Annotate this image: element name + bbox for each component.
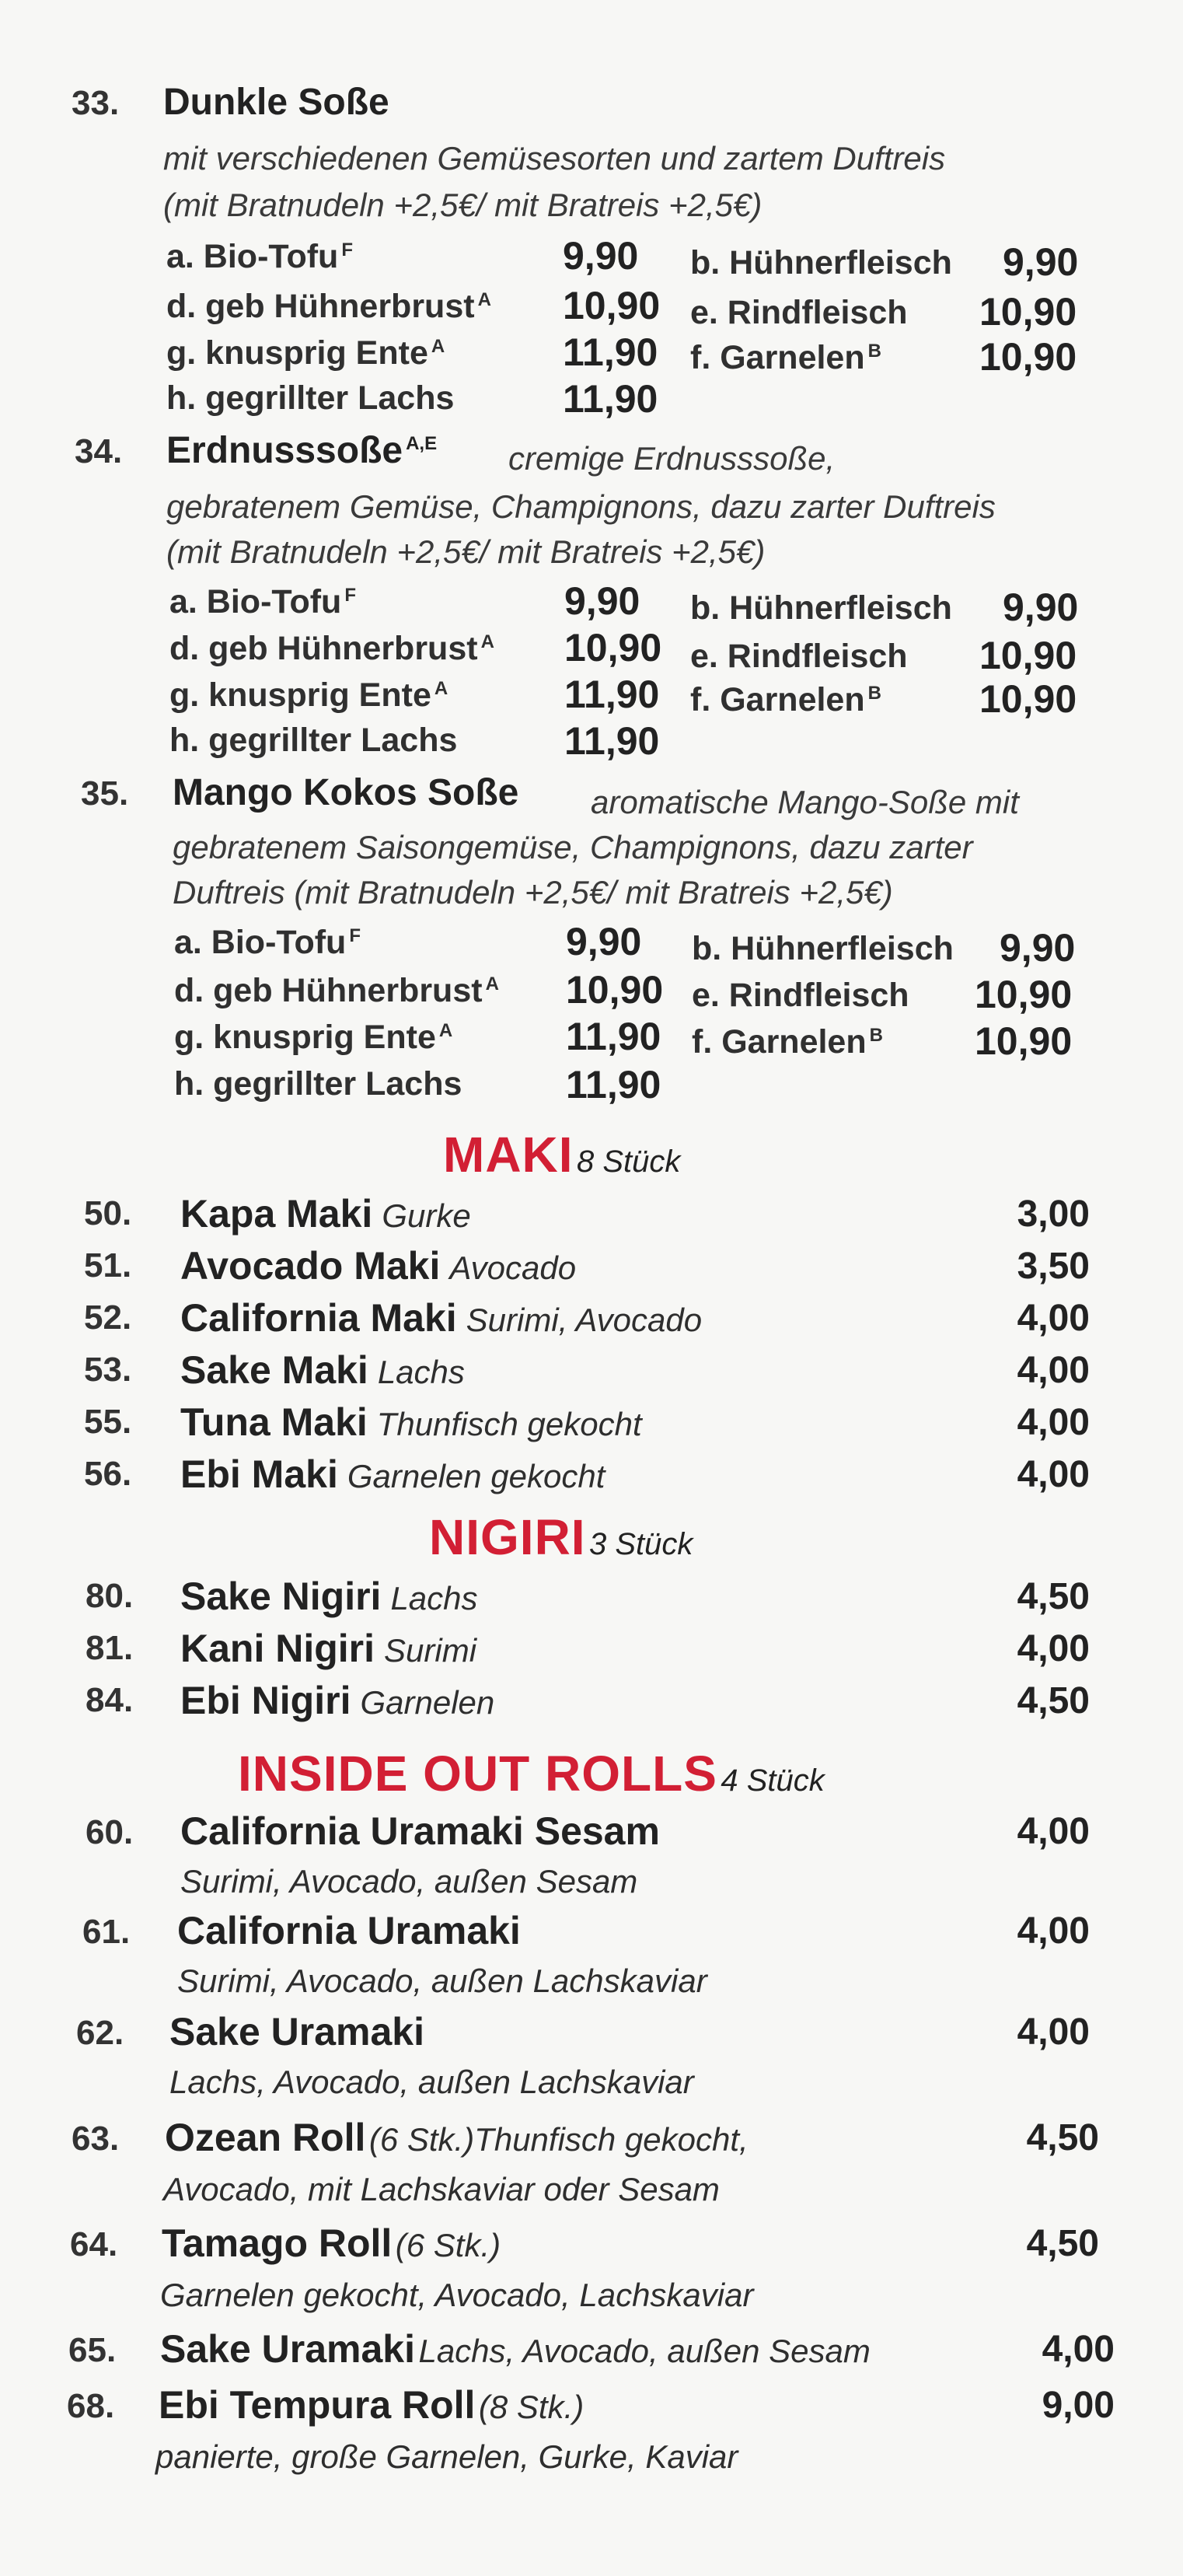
item-price: 4,00 <box>1017 1811 1090 1852</box>
item-description: mit verschiedenen Gemüsesorten und zartem Duftreis <box>163 140 946 177</box>
option-label: e. Rindfleisch <box>690 294 908 331</box>
option-label: b. Hühnerfleisch <box>692 930 954 967</box>
option-price: 9,90 <box>564 579 640 623</box>
option-price: 11,90 <box>564 673 660 716</box>
item-name: Ebi Tempura Roll <box>159 2383 476 2427</box>
item-number: 60. <box>85 1813 134 1851</box>
section-title: MAKI <box>443 1127 574 1183</box>
item-name-line <box>180 1243 576 1288</box>
option-price: 10,90 <box>563 284 661 327</box>
option-label: b. Hühnerfleisch <box>690 244 952 281</box>
item-description: (mit Bratnudeln +2,5€/ mit Bratreis +2,5€) <box>166 533 766 570</box>
item-name: Ozean Roll <box>165 2116 366 2159</box>
item-name-line <box>160 2326 871 2372</box>
item-inline-desc: (6 Stk.) <box>395 2227 501 2263</box>
item-description: Gurke <box>382 1197 471 1234</box>
item-number: 80. <box>85 1577 134 1615</box>
item-name: Mango Kokos Soße <box>173 772 519 813</box>
section-heading <box>443 1126 680 1183</box>
item-price: 4,50 <box>1017 1680 1090 1721</box>
item-name: Ebi Nigiri <box>180 1679 351 1722</box>
option-price: 10,90 <box>564 626 662 669</box>
option-label: d. geb Hühnerbrust $^A$ <box>169 630 494 667</box>
item-name: Sake Maki <box>180 1348 368 1392</box>
option-price: 11,90 <box>566 1063 661 1106</box>
item-name: Sake Uramaki <box>169 2010 425 2053</box>
item-name-line <box>180 1347 465 1393</box>
option-price: 11,90 <box>563 330 658 374</box>
option-label: a. Bio-Tofu $^F$ <box>166 238 353 275</box>
item-description: aromatische Mango-Soße mit <box>591 784 1019 820</box>
item-name: Tamago Roll <box>162 2221 393 2265</box>
option-price: 10,90 <box>979 634 1077 677</box>
item-description: Duftreis (mit Bratnudeln +2,5€/ mit Bratreis +2,5€) <box>173 874 893 911</box>
section-title: INSIDE OUT ROLLS <box>238 1746 717 1802</box>
section-subtitle: 8 Stück <box>576 1145 681 1179</box>
item-name-line <box>180 1295 702 1340</box>
option-price: 11,90 <box>563 377 658 421</box>
item-description: Lachs <box>390 1580 478 1617</box>
item-description: Garnelen gekocht, Avocado, Lachskaviar <box>160 2277 754 2313</box>
option-label: d. geb Hühnerbrust $^A$ <box>174 972 499 1009</box>
item-inline-desc: (6 Stk.)Thunfisch gekocht, <box>368 2121 749 2158</box>
item-name: Sake Uramaki <box>160 2327 416 2371</box>
item-name-line <box>180 1626 476 1671</box>
item-name: Tuna Maki <box>180 1400 368 1444</box>
option-label: a. Bio-Tofu $^F$ <box>169 583 356 620</box>
item-description: gebratenem Gemüse, Champignons, dazu zarter Duftreis <box>166 488 996 525</box>
section-title: NIGIRI <box>429 1509 586 1565</box>
option-label: g. knusprig Ente $^A$ <box>169 676 448 714</box>
option-label: d. geb Hühnerbrust $^A$ <box>166 288 491 325</box>
item-name-line <box>180 1400 642 1445</box>
option-label: h. gegrillter Lachs <box>166 379 455 417</box>
item-name: Kapa Maki <box>180 1192 373 1236</box>
option-price: 9,90 <box>1003 585 1079 629</box>
item-description: Lachs, Avocado, außen Lachskaviar <box>169 2064 694 2100</box>
option-price: 10,90 <box>979 290 1077 334</box>
item-number: 53. <box>84 1351 132 1389</box>
item-number: 81. <box>85 1629 134 1667</box>
item-name-line <box>180 1678 494 1723</box>
item-name: Ebi Maki <box>180 1452 338 1496</box>
option-label: b. Hühnerfleisch <box>690 589 952 627</box>
section-heading <box>429 1508 693 1566</box>
item-price: 3,50 <box>1017 1246 1090 1287</box>
item-price: 4,00 <box>1017 1454 1090 1495</box>
item-name-line <box>180 1452 605 1497</box>
item-name: Dunkle Soße <box>163 82 389 123</box>
section-subtitle: 4 Stück <box>721 1763 825 1798</box>
item-description: Thunfisch gekocht <box>376 1406 642 1442</box>
item-inline-desc: (8 Stk.) <box>478 2389 585 2425</box>
option-price: 11,90 <box>566 1015 661 1058</box>
option-price: 9,90 <box>1003 240 1079 284</box>
item-name: Avocado Maki <box>180 1244 441 1288</box>
option-price: 9,90 <box>1000 926 1076 970</box>
item-number: 63. <box>72 2120 120 2158</box>
option-label: h. gegrillter Lachs <box>169 722 458 759</box>
item-price: 4,00 <box>1017 2012 1090 2053</box>
item-price: 4,00 <box>1017 1402 1090 1443</box>
item-number: 34. <box>75 432 123 470</box>
item-price: 4,50 <box>1026 2223 1099 2264</box>
item-number: 84. <box>85 1681 134 1719</box>
item-price: 4,00 <box>1042 2329 1115 2370</box>
item-number: 56. <box>84 1455 132 1493</box>
item-price: 4,50 <box>1017 1576 1090 1617</box>
option-label: a. Bio-Tofu $^F$ <box>174 924 361 961</box>
option-price: 10,90 <box>975 1019 1073 1063</box>
option-price: 9,90 <box>566 920 642 963</box>
item-number: 65. <box>68 2331 117 2369</box>
option-price: 9,90 <box>563 234 639 278</box>
item-price: 4,00 <box>1017 1350 1090 1391</box>
item-number: 50. <box>84 1194 132 1232</box>
item-price: 4,00 <box>1017 1628 1090 1669</box>
item-number: 35. <box>81 774 129 813</box>
section-subtitle: 3 Stück <box>589 1527 693 1561</box>
item-number: 62. <box>76 2014 124 2052</box>
item-description: Garnelen gekocht <box>347 1458 605 1494</box>
item-price: 4,50 <box>1026 2117 1099 2158</box>
item-name: Kani Nigiri <box>180 1627 375 1670</box>
option-price: 10,90 <box>979 335 1077 379</box>
item-number: 61. <box>82 1913 131 1951</box>
item-description: Surimi, Avocado, außen Sesam <box>180 1863 638 1900</box>
item-name: California Maki <box>180 1296 457 1340</box>
option-price: 10,90 <box>566 968 664 1012</box>
option-label: e. Rindfleisch <box>690 638 908 675</box>
item-name-line <box>165 2115 749 2160</box>
item-description: Surimi, Avocado, außen Lachskaviar <box>177 1963 707 1999</box>
item-name: California Uramaki Sesam <box>180 1809 660 1853</box>
option-label: e. Rindfleisch <box>692 977 909 1014</box>
item-description: cremige Erdnusssoße, <box>508 440 836 477</box>
item-price: 4,00 <box>1017 1298 1090 1339</box>
item-number: 51. <box>84 1246 132 1285</box>
item-price: 3,00 <box>1017 1194 1090 1235</box>
item-name: California Uramaki <box>177 1909 521 1952</box>
item-number: 68. <box>67 2387 115 2425</box>
option-label: f. Garnelen $^B$ <box>692 1023 883 1061</box>
item-name-line <box>180 1574 478 1619</box>
option-label: f. Garnelen $^B$ <box>690 339 881 376</box>
option-price: 10,90 <box>979 677 1077 721</box>
item-description: Garnelen <box>360 1684 495 1721</box>
section-heading <box>238 1745 825 1802</box>
option-label: h. gegrillter Lachs <box>174 1065 462 1103</box>
item-price: 4,00 <box>1017 1910 1090 1952</box>
item-description: Surimi, Avocado <box>466 1302 703 1338</box>
item-description: Lachs <box>377 1354 465 1390</box>
item-description: Surimi <box>384 1632 477 1669</box>
option-label: f. Garnelen $^B$ <box>690 681 881 718</box>
item-name-line <box>159 2382 584 2427</box>
item-name: Erdnusssoße $^{A,E}$ <box>166 430 438 471</box>
item-name-line <box>180 1191 471 1236</box>
item-number: 33. <box>72 84 120 122</box>
item-description: gebratenem Saisongemüse, Champignons, dazu zarter <box>173 829 973 865</box>
item-name: Sake Nigiri <box>180 1575 382 1618</box>
item-number: 52. <box>84 1298 132 1337</box>
item-number: 64. <box>70 2225 118 2263</box>
item-inline-desc: Lachs, Avocado, außen Sesam <box>418 2333 871 2369</box>
item-description: (mit Bratnudeln +2,5€/ mit Bratreis +2,5€) <box>163 187 762 223</box>
item-number: 55. <box>84 1403 132 1441</box>
item-description: panierte, große Garnelen, Gurke, Kaviar <box>155 2438 738 2475</box>
item-description: Avocado, mit Lachskaviar oder Sesam <box>163 2171 720 2207</box>
option-price: 11,90 <box>564 719 660 763</box>
option-label: g. knusprig Ente $^A$ <box>166 334 445 372</box>
option-price: 10,90 <box>975 973 1073 1016</box>
item-name-line <box>162 2221 501 2266</box>
item-description: Avocado <box>449 1250 577 1286</box>
item-price: 9,00 <box>1042 2385 1115 2426</box>
option-label: g. knusprig Ente $^A$ <box>174 1019 453 1056</box>
